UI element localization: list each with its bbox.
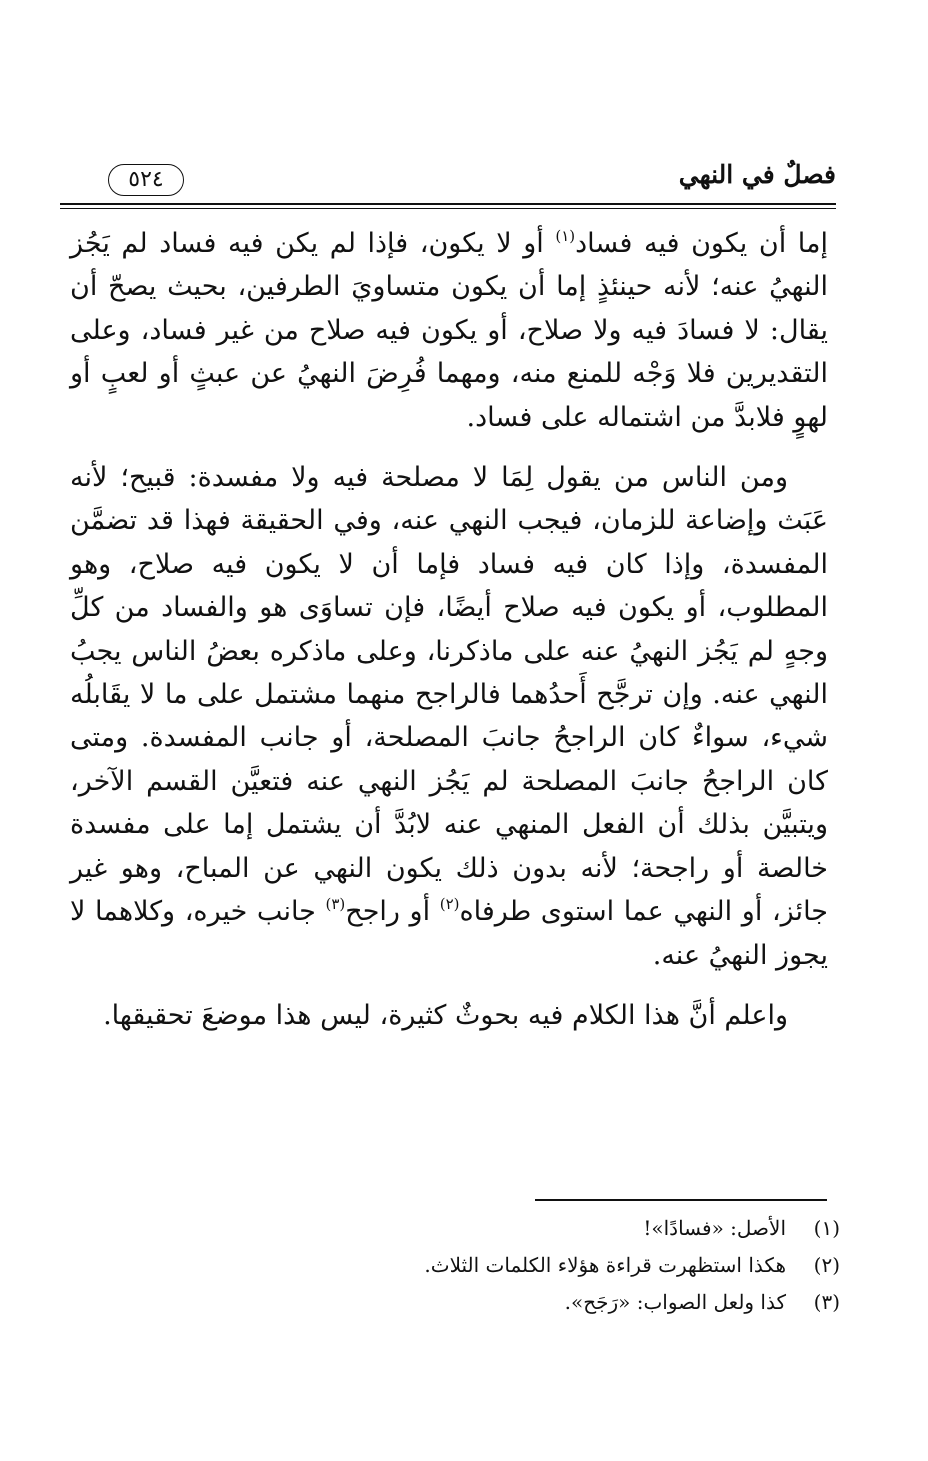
paragraph-2-text-b: أو راجح: [345, 896, 440, 928]
paragraph-1-text-b: أو لا يكون، فإذا لم يكن فيه فساد لم يَجُز النهيُ عنه؛ لأنه حينئذٍ إما أن يكون متساويَ الطرفين، بحيث يصحّ أن يقال: لا فسادَ فيه ولا صلاح، أو يكون فيه صلاح من غير فساد، وعلى التقديرين فلا وَجْه للمنع منه، ومهما فُرِضَ النهيُ عن عبثٍ أو لعبٍ أو لهوٍ فلابدَّ من اشتماله على فساد.: [70, 228, 828, 433]
running-title: فصلٌ في النهي: [678, 160, 836, 189]
footnote-separator: [535, 1199, 827, 1201]
footnote-number: (٣): [813, 1290, 840, 1314]
body-text: [70, 222, 828, 1037]
footnote-marker-3: (٣): [325, 895, 346, 914]
footnotes: [70, 1210, 840, 1321]
footnote-number: (٢): [813, 1253, 840, 1277]
footnote-text: الأصل: «فسادًا»!: [643, 1216, 786, 1240]
footnote-text: كذا ولعل الصواب: «رَجَح».: [564, 1290, 786, 1314]
header-rule-thick: [60, 203, 836, 205]
paragraph-2-text-c: جانب خيره، وكلاهما لا يجوز النهيُ عنه.: [70, 896, 828, 971]
footnote-3: [70, 1284, 840, 1321]
footnote-text: هكذا استظهرت قراءة هؤلاء الكلمات الثلاث.: [424, 1253, 786, 1277]
paragraph-2-text-a: ومن الناس من يقول لِمَا لا مصلحة فيه ولا مفسدة: قبيح؛ لأنه عَبَث وإضاعة للزمان، فيجب النهي عنه، وفي الحقيقة فهذا قد تضمَّن المفسدة، وإذا كان فيه فساد فإما أن لا يكون فيه صلاح، وهو المطلوب، أو يكون فيه صلاح أيضًا، فإن تساوَى هو والفساد من كلِّ وجهٍ لم يَجُز النهيُ عنه على ماذكرنا، وعلى ماذكره بعضُ الناس يجبُ النهي عنه. وإن ترجَّح أَحدُهما فالراجح منهما مشتمل على ما لا يقَابلُه شيء، سواءٌ كان الراجحُ جانبَ المصلحة، أو جانب المفسدة. ومتى كان الراجحُ جانبَ المصلحة لم يَجُز النهي عنه فتعيَّن القسم الآخر، ويتبيَّن بذلك أن الفعل المنهي عنه لابُدَّ أن يشتمل إما على مفسدة خالصة أو راجحة؛ لأنه بدون ذلك يكون النهي عن المباح، وهو غير جائز، أو النهي عما استوى طرفاه: [70, 462, 828, 928]
footnote-2: [70, 1247, 840, 1284]
footnote-marker-1: (١): [555, 227, 576, 245]
paragraph-3: واعلم أنَّ هذا الكلام فيه بحوثٌ كثيرة، ليس هذا موضعَ تحقيقها.: [103, 999, 788, 1031]
paragraph-1: [70, 222, 828, 439]
header-rule-thin: [60, 208, 836, 209]
paragraph-2: [70, 456, 828, 977]
paragraph-1-text-a: إما أن يكون فيه فساد: [575, 228, 828, 259]
footnote-1: [70, 1210, 840, 1247]
page-number: ٥٢٤: [108, 164, 184, 196]
page-header: [62, 160, 836, 200]
footnote-number: (١): [813, 1216, 840, 1240]
footnote-marker-2: (٢): [439, 895, 460, 914]
